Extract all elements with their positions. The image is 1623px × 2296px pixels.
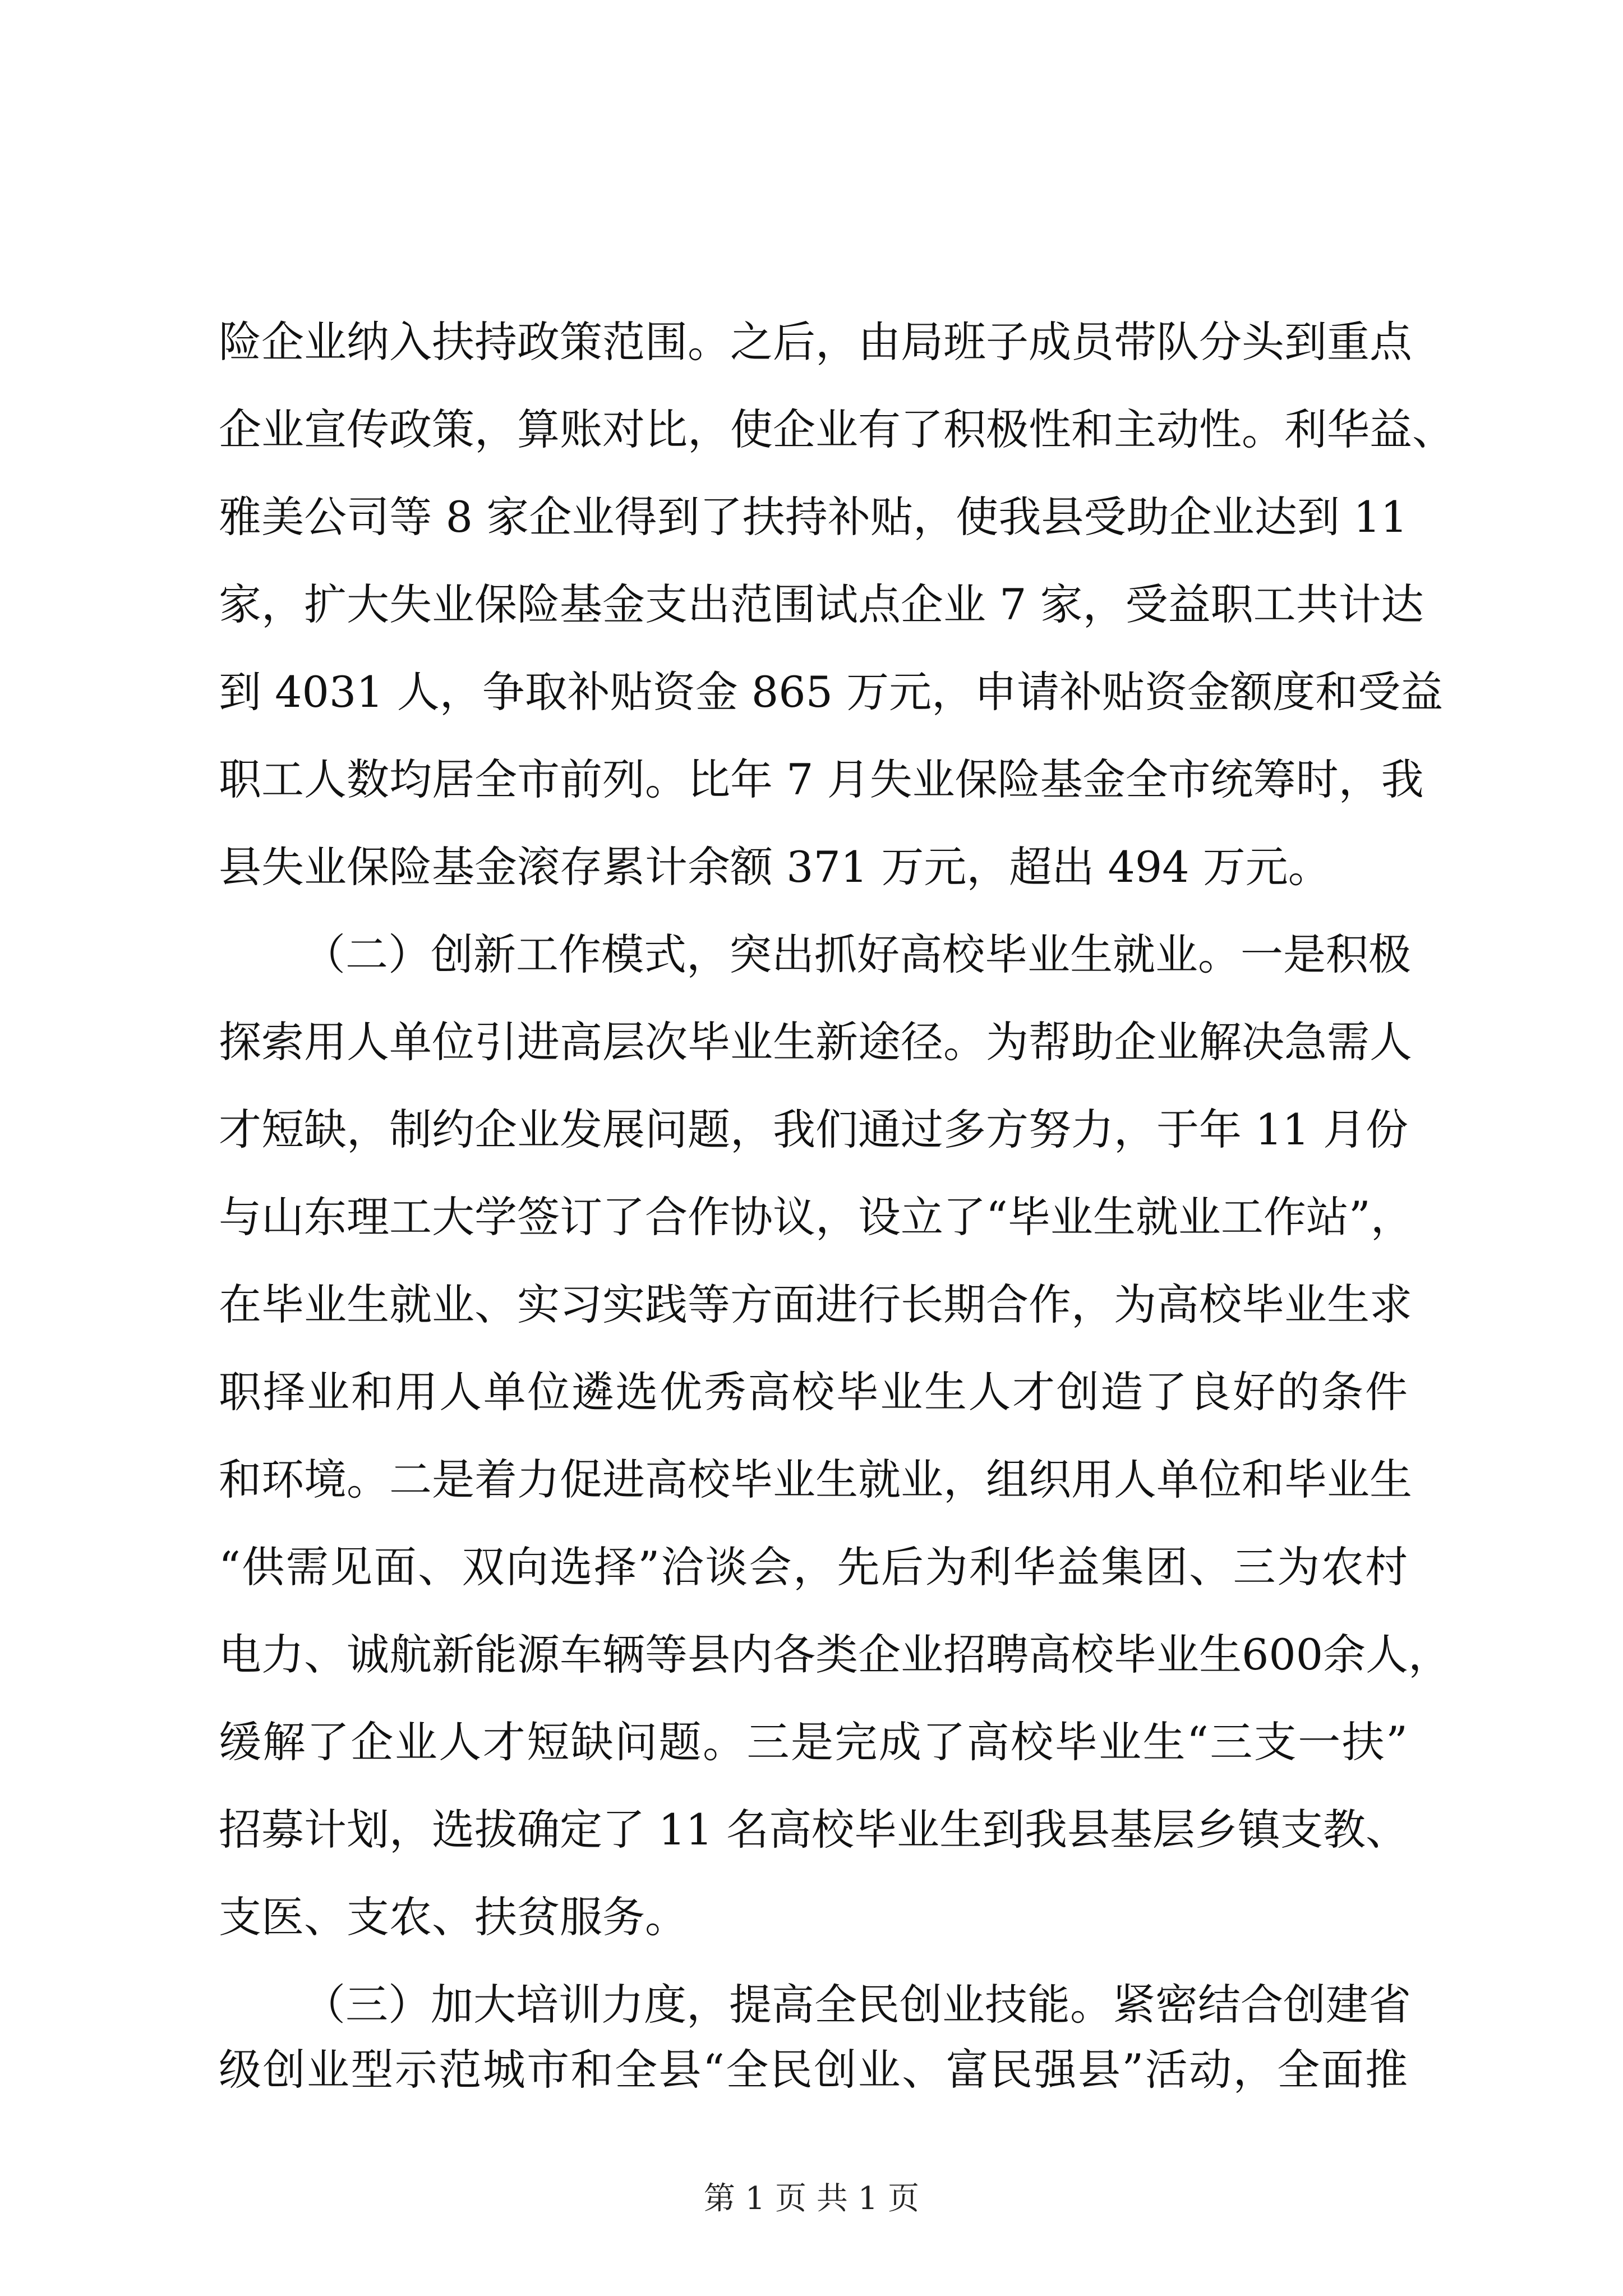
text-line: 支医、支农、扶贫服务。 [219, 1892, 688, 1942]
text-line: 职工人数均居全市前列。比年 7 月失业保险基金全市统筹时，我 [219, 754, 1424, 804]
text-line: 家，扩大失业保险基金支出范围试点企业 7 家，受益职工共计达 [219, 579, 1424, 629]
text-line: 险企业纳入扶持政策范围。之后，由局班子成员带队分头到重点 [219, 317, 1412, 367]
text-line: 雅美公司等 8 家企业得到了扶持补贴，使我县受助企业达到 11 [219, 492, 1408, 542]
text-line: 招募计划，选拔确定了 11 名高校毕业生到我县基层乡镇支教、 [219, 1805, 1409, 1855]
paragraph-heading-line: （三）加大培训力度，提高全民创业技能。紧密结合创建省 [303, 1980, 1411, 2030]
text-line: 电力、诚航新能源车辆等县内各类企业招聘高校毕业生600余人， [219, 1630, 1451, 1680]
text-line: 县失业保险基金滚存累计余额 371 万元，超出 494 万元。 [219, 842, 1331, 892]
text-line: 职择业和用人单位遴选优秀高校毕业生人才创造了良好的条件 [219, 1367, 1408, 1417]
text-line: “供需见面、双向选择”洽谈会，先后为利华益集团、三为农村 [219, 1542, 1408, 1592]
text-line: 到 4031 人，争取补贴资金 865 万元，申请补贴资金额度和受益 [219, 667, 1444, 717]
paragraph-heading-line: （二）创新工作模式，突出抓好高校毕业生就业。一是积极 [303, 930, 1411, 979]
text-line: 缓解了企业人才短缺问题。三是完成了高校毕业生“三支一扶” [219, 1717, 1408, 1767]
text-line: 企业宣传政策，算账对比，使企业有了积极性和主动性。利华益、 [219, 404, 1455, 454]
text-line: 级创业型示范城市和全县“全民创业、富民强县”活动，全面推 [219, 2045, 1408, 2095]
text-line: 在毕业生就业、实习实践等方面进行长期合作，为高校毕业生求 [219, 1280, 1412, 1329]
text-line: 与山东理工大学签订了合作协议，设立了“毕业生就业工作站”， [219, 1192, 1413, 1242]
text-line: 探索用人单位引进高层次毕业生新途径。为帮助企业解决急需人 [219, 1017, 1412, 1067]
text-line: 才短缺，制约企业发展问题，我们通过多方努力，于年 11 月份 [219, 1105, 1409, 1154]
page-number-footer: 第 1 页 共 1 页 [703, 2180, 920, 2217]
text-line: 和环境。二是着力促进高校毕业生就业，组织用人单位和毕业生 [219, 1455, 1412, 1504]
